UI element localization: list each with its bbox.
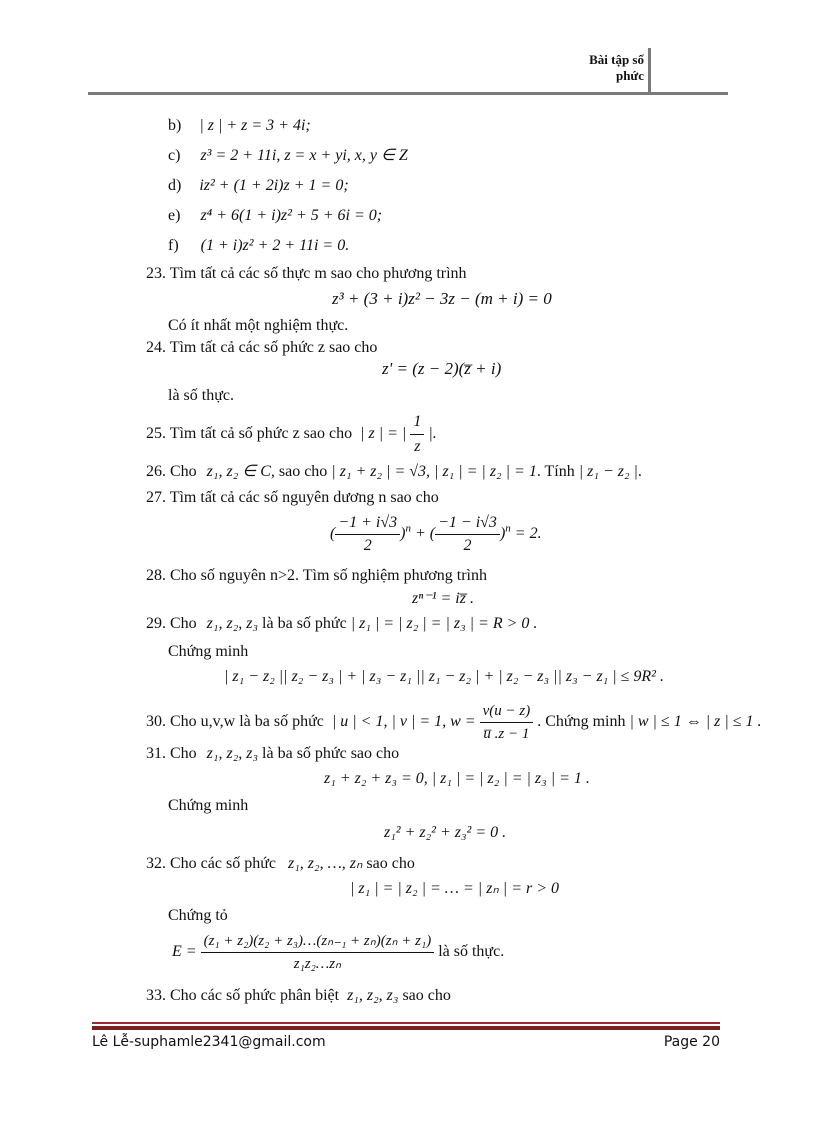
problem-24-equation: z' = (z − 2)(z̅ + i) [382,359,502,378]
problem-30-mid: . Chứng minh [537,713,626,731]
problem-26 [146,462,642,482]
problem-29-text2: Chứng minh [168,643,249,660]
item-b [168,116,311,136]
item-c-equation: z³ = 2 + 11i, z = x + yi, x, y ∈ Z [200,147,408,164]
problem-25-fraction [410,410,424,459]
item-e-equation: z⁴ + 6(1 + i)z² + 5 + 6i = 0; [200,207,383,224]
problem-32-lhs: E = [172,943,197,961]
problem-29-mid: là ba số phức [262,615,347,632]
header-rule [88,92,728,95]
fraction-numerator: v(u − z) [480,700,534,723]
item-e [168,206,382,226]
problem-27-text: 27. Tìm tất cả các số nguyên dương n sao cho [146,489,439,506]
item-c [168,146,408,166]
problem-32-text2: Chứng tỏ [168,907,228,924]
problem-26-eq3: | z₁ − z₂ | [578,463,638,480]
fraction-denominator: z₁z₂…zₙ [293,956,342,972]
problem-32 [146,854,415,874]
problem-23-text2: Có ít nhất một nghiệm thực. [168,317,349,334]
problem-30-eq1: | u | < 1, | v | = 1, w = [331,713,476,731]
footer-rule-thick [92,1026,720,1030]
fraction-numerator: −1 − i√3 [435,512,500,535]
fraction-numerator: −1 + i√3 [335,512,400,535]
problem-26-eq2: | z₁ + z₂ | = √3, | z₁ | = | z₂ | = 1 [331,463,537,480]
item-b-equation: | z | + z = 3 + 4i; [199,117,311,134]
problem-25-text: 25. Tìm tất cả số phức z sao cho [146,425,353,443]
fraction-denominator: z [414,438,421,455]
problem-26-mid: sao cho [278,463,328,480]
problem-28-equation: zⁿ⁻¹ = iz̅ . [412,590,474,607]
problem-31 [146,744,399,764]
problem-31-equation-2: z₁² + z₂² + z₃² = 0 . [384,824,507,841]
fraction-numerator: (z₁ + z₂)(z₂ + z₃)…(zₙ₋₁ + zₙ)(zₙ + z₁) [201,930,435,953]
footer-rule-thin [92,1022,720,1024]
problem-26-text: 26. Cho [146,463,197,480]
problem-27-fraction-2 [435,512,500,557]
problem-32-mid: sao cho [366,855,415,872]
fraction-denominator: 2 [463,537,472,554]
fraction-denominator: 2 [363,537,372,554]
problem-29-eq1: z₁, z₂, z₃ [206,615,259,632]
problem-29-eq2: | z₁ | = | z₂ | = | z₃ | = R > 0 . [350,615,538,632]
problem-32-eq1: z₁, z₂, …, zₙ [287,855,363,872]
problem-33-text: 33. Cho các số phức phân biệt [146,987,340,1004]
problem-26-eq1: z₁, z₂ ∈ C, [206,463,275,480]
problem-27-rhs: = 2. [514,525,542,543]
problem-33-mid: sao cho [402,987,451,1004]
problem-23-text: 23. Tìm tất cả các số thực m sao cho phương trình [146,265,467,282]
problem-30-eq2: | w | ≤ 1 ⇔ | z | ≤ 1 . [629,713,762,731]
item-c-label: c) [168,147,181,164]
problem-27-equation: ( $\frac{-1 + i√3}{2}$ )$^n$ + ( $\frac{-1 - i√3}{2}$ )$^n$ = 2. [330,512,542,557]
item-b-label: b) [168,117,182,134]
item-d [168,176,349,196]
problem-25 [146,410,437,459]
problem-32-equation: | z₁ | = | z₂ | = … = | zₙ | = r > 0 [350,880,560,897]
footer-author-email: Lê Lễ-suphamle2341@gmail.com [92,1034,326,1050]
problem-26-mid2: . Tính [536,463,575,480]
problem-32-fraction [201,930,435,975]
problem-32-end: là số thực. [438,943,505,961]
problem-27-fraction-1 [335,512,400,557]
problem-31-eq1: z₁, z₂, z₃ [206,745,259,762]
problem-28-text: 28. Cho số nguyên n>2. Tìm số nghiệm phương trình [146,567,487,584]
problem-30-fraction [480,700,534,745]
page-header-title: Bài tập số phức [589,52,644,83]
fraction-denominator: u̅ .z − 1 [483,726,530,742]
problem-32-expression [172,930,504,975]
item-d-label: d) [168,177,182,194]
fraction-numerator: 1 [410,410,424,435]
item-f-label: f) [168,237,179,254]
problem-26-end: . [637,463,642,480]
problem-33 [146,986,451,1006]
item-f [168,236,349,256]
problem-33-eq1: z₁, z₂, z₃ [347,987,399,1004]
problem-32-text: 32. Cho các số phức [146,855,276,872]
problem-23-equation: z³ + (3 + i)z² − 3z − (m + i) = 0 [332,289,552,308]
problem-31-text2: Chứng minh [168,797,249,814]
problem-25-rhs: |. [428,425,437,443]
item-f-equation: (1 + i)z² + 2 + 11i = 0. [200,237,350,254]
item-e-label: e) [168,207,181,224]
footer-page-number: Page 20 [663,1034,720,1050]
problem-30 [146,700,762,745]
problem-24-text: 24. Tìm tất cả các số phức z sao cho [146,339,378,356]
problem-25-lhs: | z | = | [360,425,407,443]
problem-31-text: 31. Cho [146,745,197,762]
problem-30-text: 30. Cho u,v,w là ba số phức [146,713,324,731]
problem-29-text: 29. Cho [146,615,197,632]
problem-29 [146,614,537,634]
item-d-equation: iz² + (1 + 2i)z + 1 = 0; [199,177,349,194]
problem-31-mid: là ba số phức sao cho [262,745,400,762]
problem-31-equation: z₁ + z₂ + z₃ = 0, | z₁ | = | z₂ | = | z₃ | = 1 . [324,770,590,787]
header-divider [648,48,651,92]
problem-24-text2: là số thực. [168,387,234,404]
problem-29-equation: | z₁ − z₂ || z₂ − z₃ | + | z₃ − z₁ || z₁ − z₂ | + | z₂ − z₃ || z₃ − z₁ | ≤ 9R² . [224,668,664,685]
